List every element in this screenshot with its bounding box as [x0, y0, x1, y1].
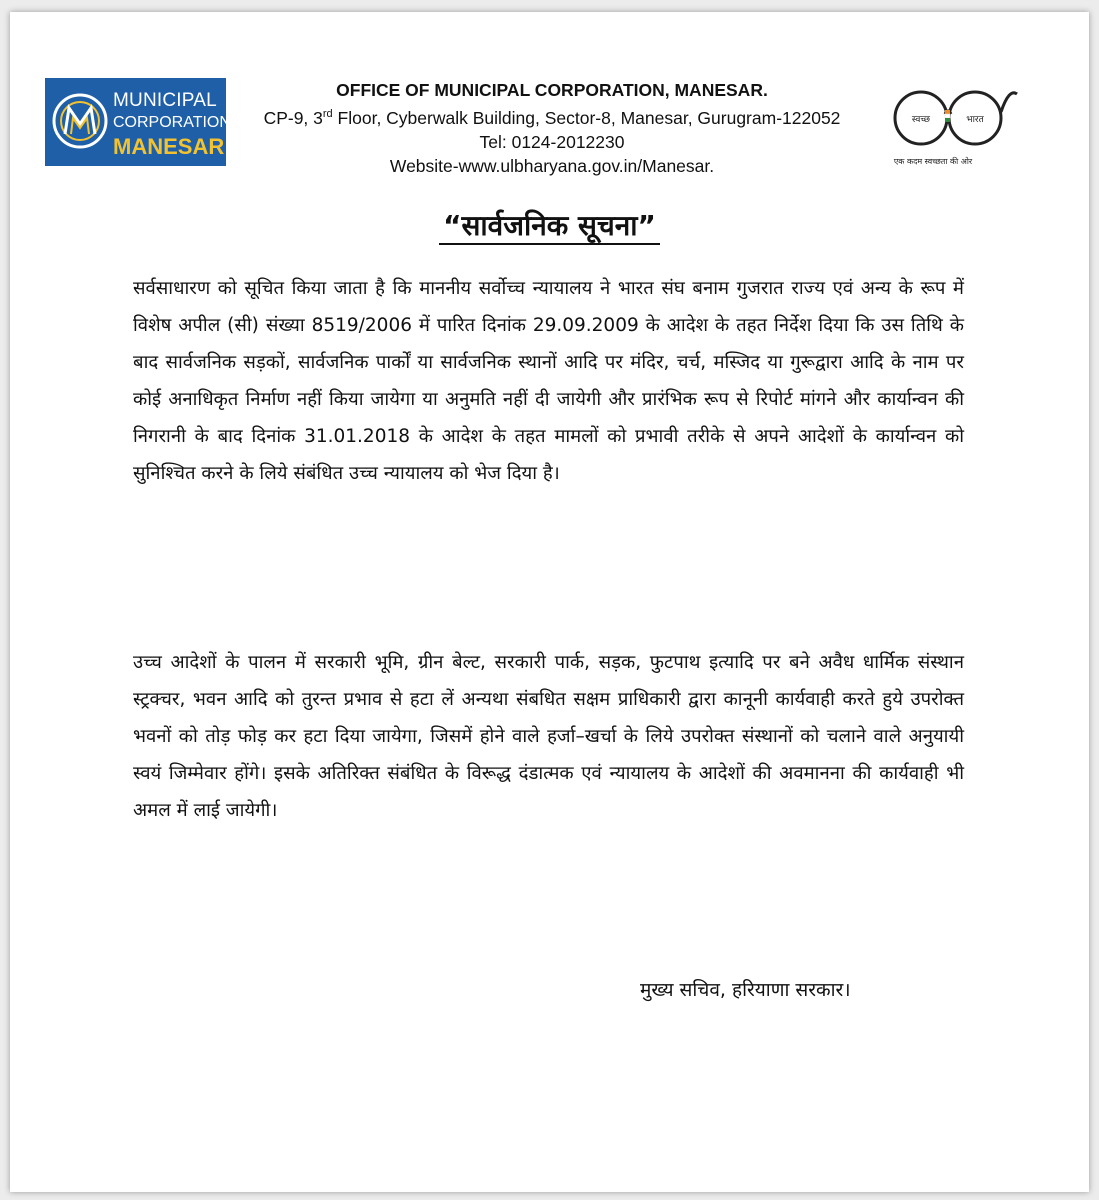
- swachh-tagline: एक कदम स्वच्छता की ओर: [893, 157, 973, 166]
- letterhead: [232, 78, 872, 178]
- notice-heading: [0, 206, 1099, 244]
- notice-paragraph-2: उच्च आदेशों के पालन में सरकारी भूमि, ग्रीन बेल्ट, सरकारी पार्क, सड़क, फुटपाथ इत्यादि पर बने अवैध धार्मिक संस्थान स्ट्रक्चर, भवन आदि को तुरन्त प्रभाव से हटा लें अन्यथा संबधित सक्षम प्राधिकारी द्वारा कानूनी कार्यवाही करते हुये उपरोक्त भवनों को तोड़ फोड़ कर हटा दिया जायेगा, जिसमें होने वाले हर्जा–खर्चा के लिये उपरोक्त संस्थानों को चलाने वाले अनुयायी स्वयं जिम्मेवार होंगे। इसके अतिरिक्त संबंधित के विरूद्ध दंडात्मक एवं न्यायालय के आदेशों की अवमानना की कार्यवाही भी अमल में लाई जायेगी।: [133, 652, 964, 821]
- office-website: Website-www.ulbharyana.gov.in/Manesar.: [389, 155, 715, 176]
- logo-line-1: MUNICIPAL: [113, 90, 217, 111]
- mcm-emblem-icon: [51, 88, 109, 154]
- document-page: [10, 12, 1089, 1192]
- swachh-bharat-logo: [885, 84, 1025, 174]
- swachh-left-text: स्वच्छ: [911, 115, 931, 125]
- office-address: [232, 102, 872, 130]
- address-rest: Floor, Cyberwalk Building, Sector-8, Manesar, Gurugram-122052: [332, 107, 841, 128]
- spectacles-icon: [885, 84, 1025, 174]
- logo-line-2: CORPORATION: [113, 114, 231, 131]
- signature-line: मुख्य सचिव, हरियाणा सरकार।: [640, 979, 851, 1001]
- office-title: OFFICE OF MUNICIPAL CORPORATION, MANESAR.: [336, 80, 768, 100]
- office-tel: Tel: 0124-2012230: [479, 131, 625, 152]
- notice-paragraph-1: सर्वसाधारण को सूचित किया जाता है कि माननीय सर्वोच्च न्यायालय ने भारत संघ बनाम गुजरात राज्य एवं अन्य के रूप में विशेष अपील (सी) संख्या 8519/2006 में पारित दिनांक 29.09.2009 के आदेश के तहत निर्देश दिया कि उस तिथि के बाद सार्वजनिक सड़कों, सार्वजनिक पार्कों या सार्वजनिक स्थानों आदि पर मंदिर, चर्च, मस्जिद या गुरूद्वारा आदि के नाम पर कोई अनाधिकृत निर्माण नहीं किया जायेगा या अनुमति नहीं दी जायेगी और प्रारंभिक रूप से रिपोर्ट मांगने और कार्यान्वन की निगरानी के बाद दिनांक 31.01.2018 के आदेश के तहत मामलों को प्रभावी तरीके से अपने आदेशों के कार्यान्वन को सुनिश्चित करने के लिये संबंधित उच्च न्यायालय को भेज दिया है।: [133, 278, 964, 484]
- address-superscript: rd: [322, 108, 333, 120]
- logo-line-3: MANESAR: [113, 134, 225, 159]
- address-prefix: CP-9, 3: [263, 107, 323, 128]
- municipal-corporation-logo: [45, 78, 231, 166]
- notice-title: “सार्वजनिक सूचना”: [439, 209, 660, 245]
- swachh-right-text: भारत: [966, 115, 984, 125]
